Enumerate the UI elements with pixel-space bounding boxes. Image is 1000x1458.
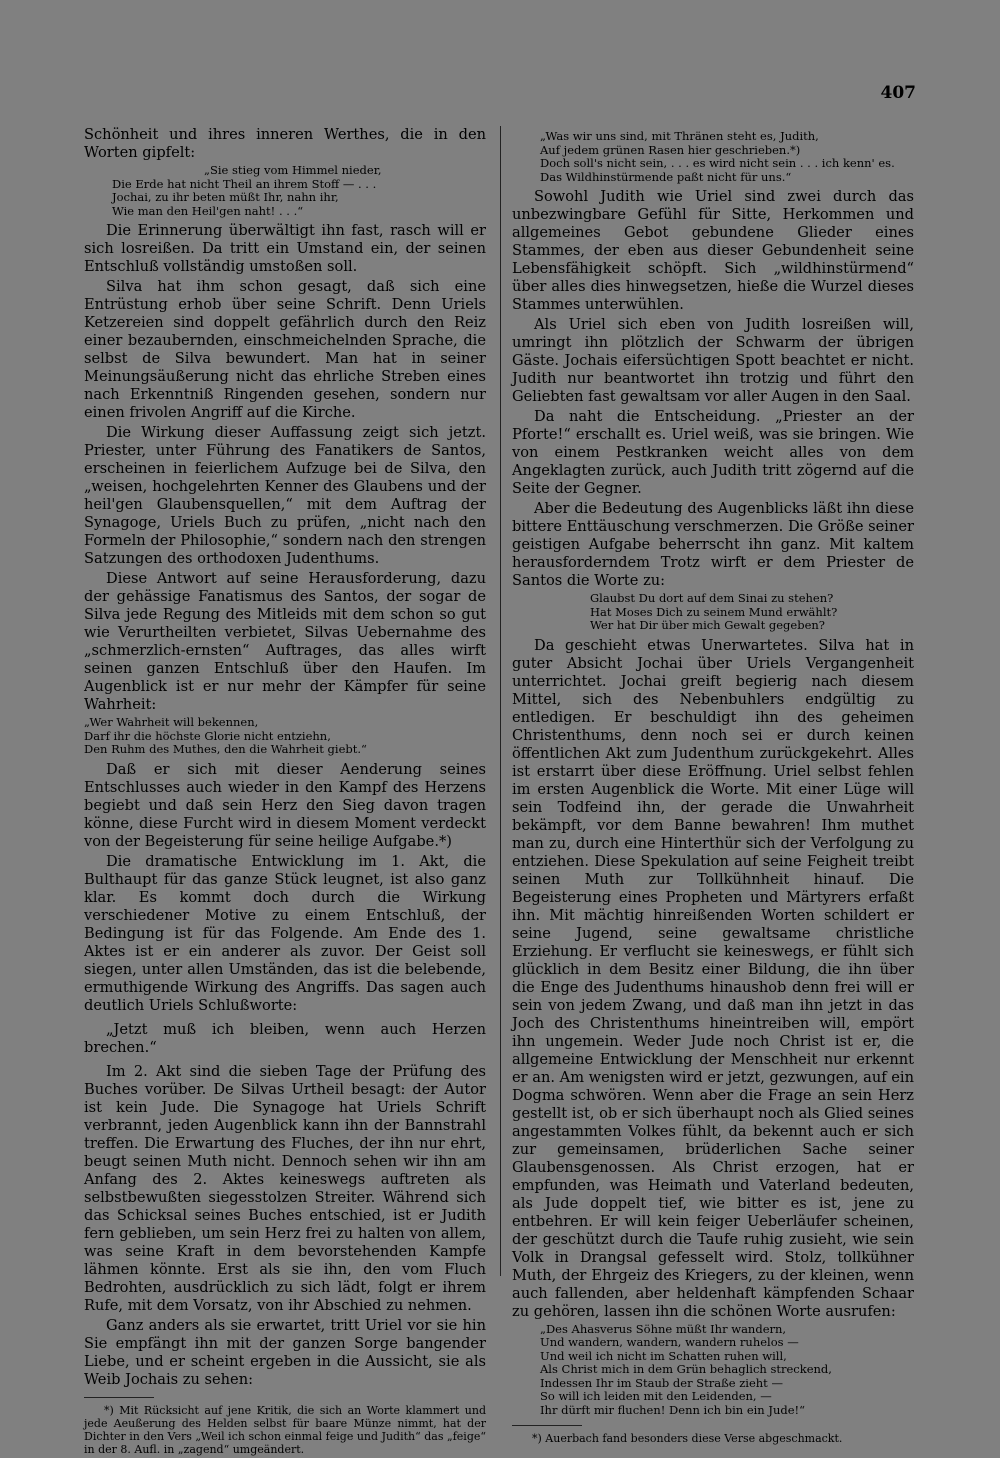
footnote-rule [84, 1397, 154, 1398]
right-column [512, 128, 914, 1447]
verse-line: Jochai, zu ihr beten müßt Ihr, nahn ihr, [112, 190, 339, 204]
verse-line: Das Wildhinstürmende paßt nicht für uns.“ [540, 169, 792, 184]
verse-line: Wer hat Dir über mich Gewalt gegeben? [590, 618, 825, 632]
page-number: 407 [880, 83, 916, 103]
verse-line: Wie man den Heil'gen naht! . . .“ [112, 203, 304, 218]
verse-line: „Des Ahasverus Söhne müßt Ihr wandern, [540, 1321, 787, 1336]
verse-line: Doch soll's nicht sein, . . . es wird nicht sein . . . ich kenn' es. [540, 156, 895, 170]
verse-block [512, 1323, 914, 1418]
verse-line: Und wandern, wandern, wandern ruhelos — [540, 1335, 799, 1349]
verse-line: Und weil ich nicht im Schatten ruhen will, [540, 1348, 787, 1363]
footnote: *) Auerbach fand besonders diese Verse abgeschmackt. [532, 1432, 843, 1445]
verse-line: Den Ruhm des Muthes, den die Wahrheit giebt.“ [84, 742, 367, 756]
footnote: *) Mit Rücksicht auf jene Kritik, die sich an Worte klammert und jede Aeußerung des Helden selbst für baare Münze nimmt, hat der Dichter in den Vers „Weil ich schon einmal feige und Judith“ das „feige“ in der 8. Aufl. in „zagend“ umgeändert. [84, 1403, 486, 1456]
verse-line: Glaubst Du dort auf dem Sinai zu stehen? [590, 591, 834, 605]
left-column [84, 126, 486, 1458]
verse-line: Auf jedem grünen Rasen hier geschrieben.*) [540, 142, 801, 157]
paragraph: Die Wirkung dieser Auffassung zeigt sich jetzt. Priester, unter Führung des Fanatikers de Santos, erscheinen in feierlichem Aufzuge bei de Silva, den „weisen, hochgelehrten Kenner des Glaubens und der heil'gen Glaubensquellen,“ mit dem Auftrag der Synagoge, Uriels Buch zu prüfen, „nicht nach den Formeln der Philosophie,“ sondern nach den strengen Satzungen des orthodoxen Judenthums. [84, 424, 486, 567]
footnote-rule [512, 1425, 582, 1426]
verse-line: Hat Moses Dich zu seinem Mund erwählt? [590, 604, 838, 619]
paragraph: Daß er sich mit dieser Aenderung seines Entschlusses auch wieder in den Kampf des Herzens begiebt und daß sein Herz den Sieg davon tragen könne, diese Furcht wird in diesem Moment verdeckt von der Begeisterung für seine heilige Aufgabe.*) [84, 760, 486, 850]
verse-line: So will ich leiden mit den Leidenden, — [540, 1389, 772, 1403]
verse-block [512, 130, 914, 184]
verse-line: Indessen Ihr im Staub der Straße zieht — [540, 1375, 783, 1390]
paragraph: Als Uriel sich eben von Judith losreißen will, umringt ihn plötzlich der Schwarm der übrigen Gäste. Jochais eifersüchtigen Spott beachtet er nicht. Judith nur beantwortet ihn trotzig und führt den Geliebten fast gewaltsam vor aller Augen in den Saal. [512, 316, 914, 405]
paragraph: Da naht die Entscheidung. „Priester an der Pforte!“ erschallt es. Uriel weiß, was sie bringen. Wie von einem Pestkranken weicht alles von dem Angeklagten zurück, auch Judith tritt zögernd auf die Seite der Gegner. [512, 408, 914, 497]
paragraph: Sowohl Judith wie Uriel sind zwei durch das unbezwingbare Gefühl für Sitte, Herkommen und allgemeines Gebot gebundene Glieder eines Stammes, der eben aus dieser Gebundenheit seine Lebensfähigkeit schöpft. Sich „wildhinstürmend“ über alles dies hinwegsetzen, hieße die Wurzel dieses Stammes unterwühlen. [512, 188, 914, 313]
verse-line: Ihr dürft mir fluchen! Denn ich bin ein Jude!“ [540, 1402, 806, 1417]
verse-block [512, 592, 914, 633]
paragraph: Schönheit und ihres inneren Werthes, die in den Worten gipfelt: [84, 126, 486, 161]
column-divider [500, 126, 501, 1276]
paragraph: Aber die Bedeutung des Augenblicks läßt ihn diese bittere Enttäuschung verschmerzen. Die Größe seiner geistigen Aufgabe beherrscht ihn ganz. Mit kaltem herausforderndem Trotz wirft er dem Priester de Santos die Worte zu: [512, 500, 914, 589]
paragraph: Ganz anders als sie erwartet, tritt Uriel vor sie hin Sie empfängt ihn mit der ganzen Sorge bangender Liebe, und er scheint ergeben in die Aussicht, sie als Weib Jochais zu sehen: [84, 1316, 486, 1388]
paragraph: Diese Antwort auf seine Herausforderung, dazu der gehässige Fanatismus des Santos, der sogar de Silva jede Regung des Mitleids mit dem schon so gut wie Verurtheilten verbietet, Silvas Uebernahme des „schmerzlich-ernsten“ Auftrages, das alles wirft seinen ganzen Entschluß über den Haufen. Im Augenblick ist er nur mehr der Kämpfer für seine Wahrheit: [84, 570, 486, 713]
verse-line: Darf ihr die höchste Glorie nicht entziehn, [84, 728, 331, 743]
verse-line: „Sie stieg vom Himmel nieder, [204, 163, 382, 177]
paragraph: Im 2. Akt sind die sieben Tage der Prüfung des Buches vorüber. De Silvas Urtheil besagt: der Autor ist kein Jude. Die Synagoge hat Uriels Schrift verbrannt, jeden Augenblick kann ihn der Bannstrahl treffen. Die Erwartung des Fluches, der ihn nur ehrt, beugt seinen Muth nicht. Dennoch sehen wir ihn am Anfang des 2. Aktes keineswegs auftreten als selbstbewußten siegesstolzen Streiter. Während sich das Schicksal seines Buches entschied, ist er Judith fern geblieben, um sein Herz frei zu halten von allem, was seine Kraft in dem bevorstehenden Kampfe lähmen könnte. Erst als sie ihn, den vom Fluch Bedrohten, ausdrücklich zu sich lädt, folgt er ihrem Rufe, mit dem Vorsatz, von ihr Abschied zu nehmen. [84, 1062, 486, 1314]
verse-line: „Wer Wahrheit will bekennen, [84, 715, 259, 729]
quote-line: „Jetzt muß ich bleiben, wenn auch Herzen brechen.“ [84, 1020, 486, 1056]
paragraph: Die dramatische Entwicklung im 1. Akt, die Bulthaupt für das ganze Stück leugnet, ist also ganz klar. Es kommt doch durch die Wirkung verschiedener Motive zu einem Entschluß, der Bedingung ist für das Folgende. Am Ende des 1. Aktes ist er ein anderer als zuvor. Der Geist soll siegen, unter allen Umständen, das ist die belebende, ermuthigende Wirkung des Angriffs. Das sagen auch deutlich Uriels Schlußworte: [84, 852, 486, 1014]
verse-line: Die Erde hat nicht Theil an ihrem Stoff — . . . [112, 176, 377, 191]
paragraph: Silva hat ihm schon gesagt, daß sich eine Entrüstung erhob über seine Schrift. Denn Uriels Ketzereien sind doppelt gefährlich durch den Reiz einer bezaubernden, einschmeichelnden Sprache, die selbst de Silva bewundert. Man hat in seiner Meinungsäußerung nicht das ehrliche Streben eines nach Erkenntniß Ringenden gesehen, sondern nur einen frivolen Angriff auf die Kirche. [84, 278, 486, 421]
verse-block [84, 164, 486, 218]
paragraph: Da geschieht etwas Unerwartetes. Silva hat in guter Absicht Jochai über Uriels Vergangenheit unterrichtet. Jochai greift begierig nach diesem Mittel, sich des Nebenbuhlers endgültig zu entledigen. Er beschuldigt ihn des geheimen Christenthums, denn noch sei er durch keinen öffentlichen Akt zum Judenthum zurückgekehrt. Alles ist erstarrt über diese Eröffnung. Uriel selbst fehlen im ersten Augenblick die Worte. Mit einer Lüge will sein Todfeind ihn, der gerade die Unwahrheit bekämpft, vor dem Banne bewahren! Ihm muthet man zu, durch eine Hinterthür sich der Verfolgung zu entziehen. Diese Spekulation auf seine Feigheit treibt seinen Muth zur Tollkühnheit hinauf. Die Begeisterung eines Propheten und Märtyrers erfaßt ihn. Mit mächtig hinreißenden Worten schildert er seine Jugend, seine gewaltsame christliche Erziehung. Er verflucht sie keineswegs, er fühlt sich glücklich in dem Besitz einer Bildung, die ihn über die Enge des Judenthums hinaushob denn frei will er sein von jedem Zwang, und daß man ihn jetzt in das Joch des Christenthums hineintreiben will, empört ihn ungemein. Weder Jude noch Christ ist er, die allgemeine Entwicklung der Menschheit nur erkennt er an. Am wenigsten wird er jetzt, gezwungen, auf ein Dogma schwören. Wenn aber die Frage an sein Herz gestellt ist, ob er sich überhaupt noch als Glied seines angestammten Volkes fühlt, da bekennt auch er sich zur gemeinsamen, brüderlichen Sache seiner Glaubensgenossen. Als Christ erzogen, hat er empfunden, was Heimath und Vaterland bedeuten, als Jude doppelt tief, wie bitter es ist, jene zu entbehren. Er will kein feiger Ueberläufer scheinen, der geschützt durch die Taufe ruhig zusieht, wie sein Volk in Drangsal gefesselt wird. Stolz, tollkühner Muth, der Ehrgeiz des Kriegers, zu der kleinen, wenn auch fallenden, aber heldenhaft kämpfenden Schaar zu gehören, lassen ihn die schönen Worte ausrufen: [512, 636, 915, 1320]
verse-line: „Was wir uns sind, mit Thränen steht es, Judith, [540, 129, 819, 143]
paragraph: Die Erinnerung überwältigt ihn fast, rasch will er sich losreißen. Da tritt ein Umstand ein, der seinen Entschluß vollständig umstoßen soll. [84, 222, 486, 275]
verse-line: Als Christ mich in dem Grün behaglich streckend, [540, 1362, 832, 1376]
verse-block [84, 716, 486, 757]
